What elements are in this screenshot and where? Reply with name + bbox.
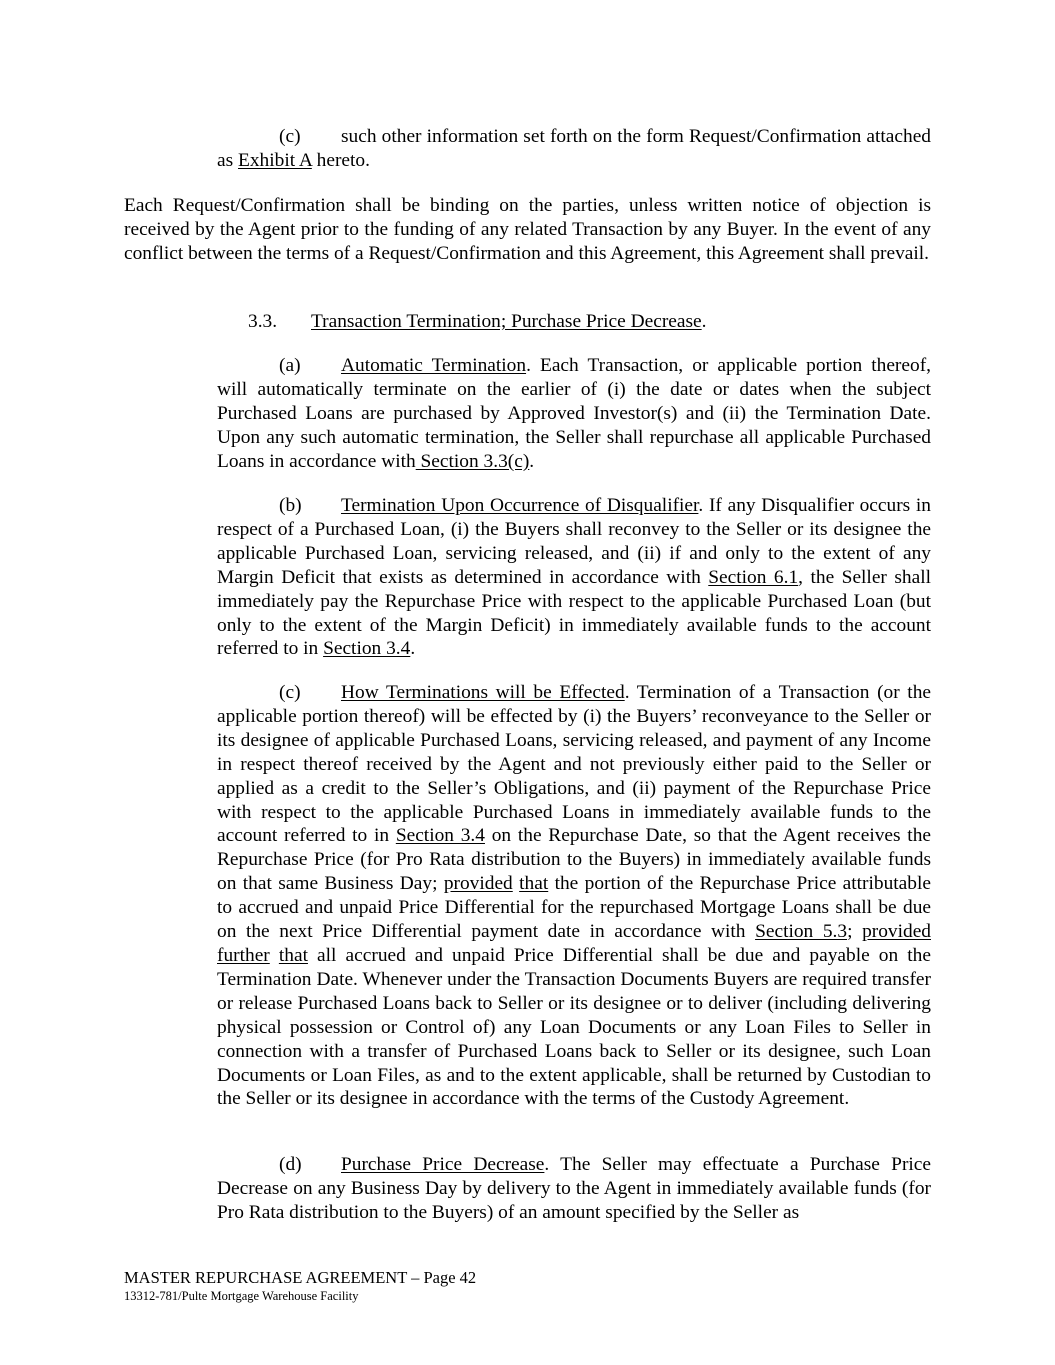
section-title: Transaction Termination; Purchase Price Decrease <box>311 311 702 332</box>
paragraph-label: (d) <box>279 1154 302 1175</box>
paragraph-label: (c) <box>279 682 301 703</box>
section-3-4-link[interactable]: Section 3.4 <box>395 825 485 847</box>
paragraph-title: Termination Upon Occurrence of Disqualifier <box>341 495 699 516</box>
paragraph-title: Automatic Termination <box>341 355 527 376</box>
that-term: that <box>519 873 549 895</box>
exhibit-a-link[interactable]: Exhibit A <box>238 149 312 171</box>
that-term: that <box>278 944 308 966</box>
paragraph-d-purchase-price-decrease: (d) Purchase Price Decrease. The Seller may effectuate a Purchase Price Decrease on any Business Day by delivery to the Agent in immediately available funds (for Pro Rata distribution to the Buyers) of an amount specified by the Seller as <box>217 1154 932 1223</box>
footer-doc-id: 13312-781/Pulte Mortgage Warehouse Facility <box>124 1289 359 1303</box>
section-6-1-link[interactable]: Section 6.1 <box>708 566 799 588</box>
further-term: further <box>217 944 270 966</box>
footer-page-label: MASTER REPURCHASE AGREEMENT – Page 42 <box>124 1268 477 1287</box>
paragraph-c-how-terminations: (c) How Terminations will be Effected. Termination of a Transaction (or the applicable portion thereof) will be effected by (i) the Buyers’ reconveyance to the Seller or its designee of applicable Purchased Loans, servicing released, and payment of any Income in respect thereof received by the Agent and not previously either paid to the Seller or applied as a credit to the Seller’s Obligations, and (ii) payment of the Repurchase Price with respect to the applicable Purchased Loans in immediately available funds to the account referred to in Section 3.4 on the Repurchase Date, so that the Agent receives the Repurchase Price (for Pro Rata distribution to the Buyers) in immediately available funds on that same Business Day; provided that the portion of the Repurchase Price attributable to accrued and unpaid Price Differential for the repurchased Mortgage Loans shall be due on the next Price Differential payment date in accordance with Section 5.3; provided further that all accrued and unpaid Price Differential shall be due and payable on the Termination Date. Whenever under the Transaction Documents Buyers are required transfer or release Purchased Loans back to Seller or its designee or to deliver (including delivering physical possession or Control of) any Loan Documents or any Loan Files to Seller in connection with a transfer of Purchased Loans back to Seller or its designee, such Loan Documents or Loan Files, as and to the extent applicable, shall be returned by Custodian to the Seller or its designee in accordance with the terms of the Custody Agreement. <box>217 682 931 1110</box>
provided-term: provided <box>443 873 513 895</box>
provided-term: provided <box>862 921 931 943</box>
paragraph-c-intro: (c) such other information set forth on the form Request/Confirmation attached as Exhibit A hereto. <box>217 126 931 171</box>
paragraph-b-disqualifier: (b) Termination Upon Occurrence of Disqualifier. If any Disqualifier occurs in respect of a Purchased Loan, (i) the Buyers shall reconvey to the Seller or its designee the applicable Purchased Loan, servicing released, and (ii) if and only to the extent of any Margin Deficit that exists as determined in accordance with Section 6.1, the Seller shall immediately pay the Repurchase Price with respect to the applicable Purchased Loan (but only to the extent of the Margin Deficit) in immediately available funds to the account referred to in Section 3.4. <box>217 495 931 660</box>
section-3-3-c-link[interactable]: Section 3.3(c) <box>415 450 530 472</box>
paragraph-title: How Terminations will be Effected <box>341 682 625 703</box>
paragraph-title: Purchase Price Decrease <box>341 1154 545 1175</box>
paragraph-label: (b) <box>279 495 302 516</box>
section-5-3-link[interactable]: Section 5.3 <box>755 921 848 943</box>
section-heading-3-3: 3.3. Transaction Termination; Purchase Price Decrease. <box>248 311 707 332</box>
section-3-4-link[interactable]: Section 3.4 <box>323 638 411 660</box>
paragraph-a-automatic-termination: (a) Automatic Termination. Each Transaction, or applicable portion thereof, will automatically terminate on the earlier of (i) the date or dates when the subject Purchased Loans are purchased by Approved Investor(s) and (ii) the Termination Date. Upon any such automatic termination, the Seller shall repurchase all applicable Purchased Loans in accordance with Section 3.3(c). <box>217 355 931 472</box>
section-number: 3.3. <box>248 311 278 332</box>
paragraph-request-confirmation: Each Request/Confirmation shall be binding on the parties, unless written notice of objection is received by the Agent prior to the funding of any related Transaction by any Buyer. In the event of any conflict between the terms of a Request/Confirmation and this Agreement, this Agreement shall prevail. <box>124 195 931 264</box>
paragraph-label: (a) <box>279 355 301 376</box>
